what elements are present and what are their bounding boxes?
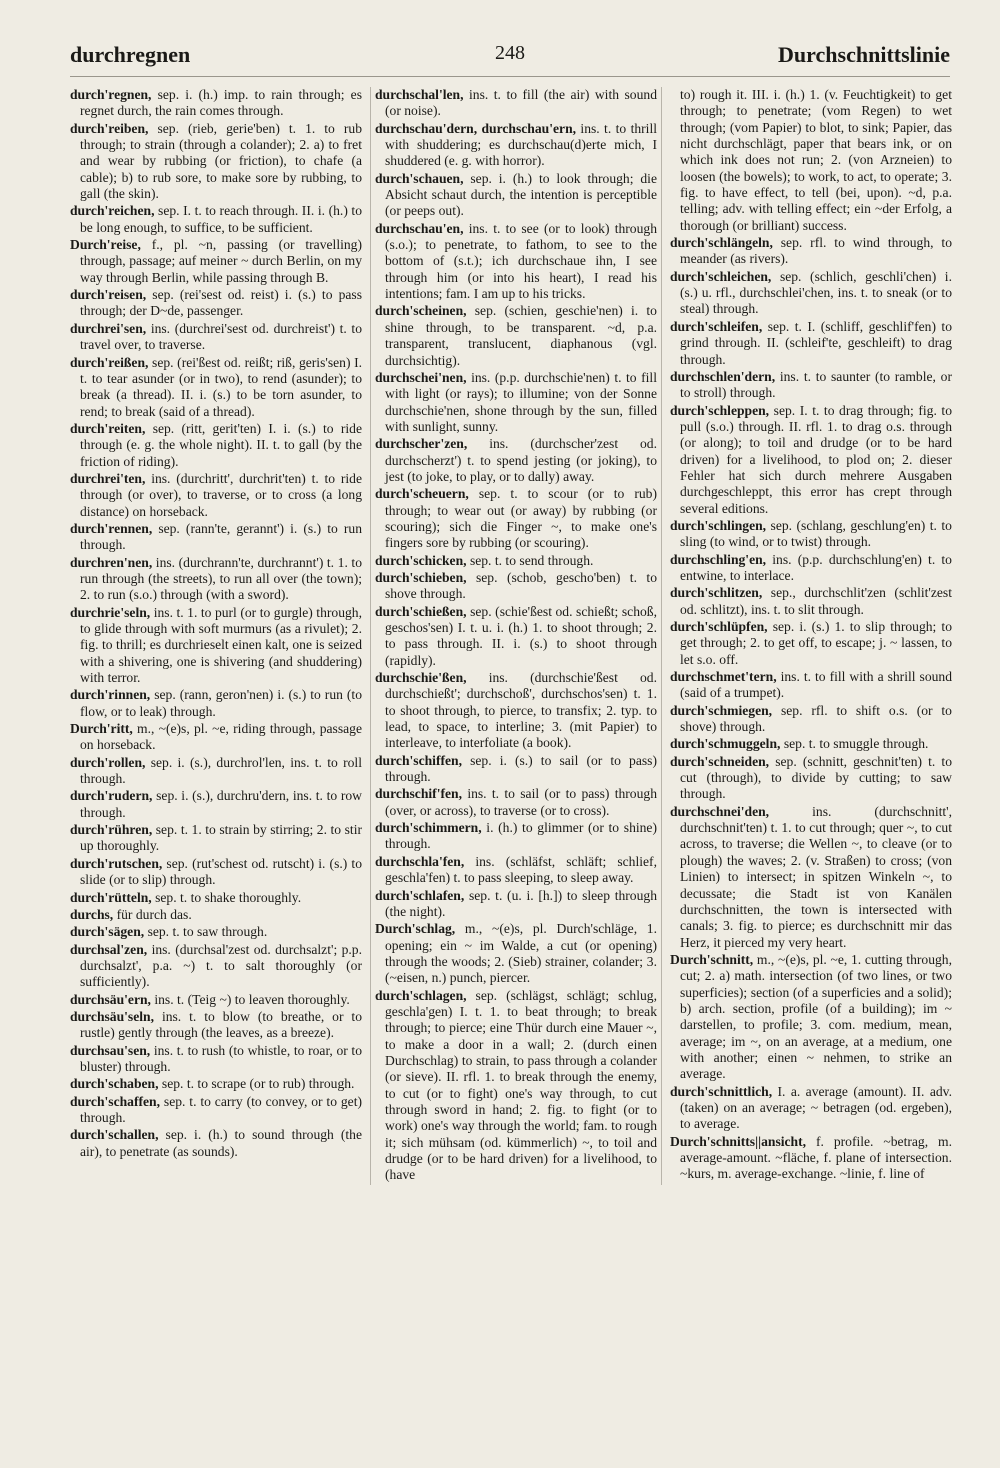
entry-definition: m., ~(e)s, pl. ~e, riding through, passage on horseback. — [80, 721, 362, 753]
dictionary-entry — [375, 121, 657, 170]
entry-definition: sep. i. (s.) 1. to slip through; to get through; 2. to get off, to escape; j. ~ lassen, to let s.o. off. — [680, 619, 952, 667]
dictionary-entry — [375, 921, 657, 986]
dictionary-entry — [375, 753, 657, 786]
entry-headword: durchrie'seln, — [70, 604, 151, 620]
dictionary-entry — [70, 721, 362, 754]
dictionary-entry — [70, 1127, 362, 1160]
entry-definition: to) rough it. III. i. (h.) 1. (v. Feuchtigkeit) to get through; to penetrate; (vom Regen) to wet through; (vom Papier) to blot, to sink; Papier, das nicht durchschlägt, paper that bears ink, or on which ink does not run; 2. (von Arzneien) to loosen (the bowels); to work, to act, to operate; 3. fig. to have effect, to tell (bei, upon). ~d, p.a. telling; adv. with telling effect; ein ~der Erfolg, a thorough (or brilliant) success. — [680, 87, 952, 233]
entry-definition: ins. (p.p. durchschie'nen) t. to fill with light (or rays); to illumine; von der Sonne durchschie'nen, shone through by the sun, filled with sunlight, sunny. — [385, 369, 657, 434]
entry-definition: ins. (durchscher'zest od. durchscherzt') t. to spend jesting (or joking), to jest (to joke, to play, or to dally) away. — [385, 436, 658, 484]
entry-headword: durchscher'zen, — [375, 436, 468, 452]
entry-headword: durch'schieben, — [375, 569, 467, 585]
entry-definition: ins. t. 1. to purl (or to gurgle) through, to glide through with soft murmurs (as a rivulet); 2. fig. to thrill; es durchrieselt einen kalt, one is seized with a shivering, one is shivering (and shuddering) with terror. — [80, 604, 362, 686]
dictionary-entry — [670, 585, 952, 618]
entry-headword: Durch'schnitt, — [670, 951, 754, 967]
dictionary-entry — [375, 221, 657, 303]
dictionary-entry — [375, 171, 657, 220]
entry-definition: ins. t. to fill (the air) with sound (or noise). — [385, 87, 657, 119]
entry-headword: durch'rudern, — [70, 788, 153, 804]
entry-definition: sep. t. (u. i. [h.]) to sleep through (the night). — [385, 887, 657, 919]
entry-definition: ins. (durchritt', durchrit'ten) t. to ride through (or over), to traverse, or to cross (a long distance) on horseback. — [80, 470, 362, 519]
entry-headword: durchsal'zen, — [70, 941, 148, 957]
dictionary-entry — [375, 303, 657, 368]
entry-definition: sep. t. to scrape (or to rub) through. — [161, 1076, 355, 1092]
entry-definition: f. profile. ~betrag, m. average-amount. ~fläche, f. plane of intersection. ~kurs, m. average-exchange. ~linie, f. line of — [680, 1133, 952, 1182]
dictionary-entry — [670, 703, 952, 736]
entry-headword: durch'schleppen, — [670, 402, 770, 418]
entry-definition: sep., durchschlit'zen (schlit'zest od. schlitzt), ins. t. to slit through. — [680, 585, 952, 617]
dictionary-entry — [375, 604, 657, 669]
entry-definition: sep. i. (s.), durchrol'len, ins. t. to roll through. — [80, 754, 362, 787]
page-number: 248 — [495, 42, 525, 64]
dictionary-entry — [70, 822, 362, 855]
column-right — [670, 87, 952, 1185]
entry-headword: durch'schlingen, — [670, 517, 767, 533]
dictionary-entry — [70, 321, 362, 354]
entry-headword: durch'schiffen, — [375, 752, 462, 768]
entry-headword: durchren'nen, — [70, 554, 153, 570]
entry-definition: ins. (durchschie'ßest od. durchschießt'; durchschoß', durchschos'sen) t. 1. to shoot through, to pierce, to transfix; 2. typ. to lead, to space, to interline; 3. (mit Papier) to interleave, to interfoliate (a book). — [385, 670, 657, 751]
dictionary-entry — [670, 235, 952, 268]
entry-headword: durch'schlagen, — [375, 987, 467, 1003]
entry-headword: durch'schmuggeln, — [670, 736, 781, 752]
dictionary-entry — [70, 924, 362, 940]
dictionary-entry — [375, 436, 657, 485]
dictionary-entry — [70, 1043, 362, 1076]
dictionary-entry — [670, 1134, 952, 1183]
entry-headword: durch'schaben, — [70, 1076, 159, 1092]
entry-definition: sep. (rann'te, gerannt') i. (s.) to run through. — [80, 520, 362, 553]
entry-definition: sep. i. (s.), durchru'dern, ins. t. to row through. — [80, 788, 362, 820]
entry-definition: sep. t. to send through. — [469, 552, 594, 568]
dictionary-entry — [670, 369, 952, 402]
dictionary-entry — [70, 287, 362, 320]
entry-definition: ins. (durchrann'te, durchrannt') t. 1. to run through (the streets), to run all over (the town); 2. to run (s.o.) through (with a sword). — [80, 554, 362, 603]
entry-headword: durch'reisen, — [70, 287, 147, 303]
entry-headword: durch'reichen, — [70, 203, 155, 219]
entry-headword: durch'schlängeln, — [670, 235, 773, 251]
entry-headword: durch'scheinen, — [375, 303, 467, 319]
entry-definition: sep. (schlang, geschlung'en) t. to sling (to wind, or to twist) through. — [680, 517, 952, 550]
entry-definition: sep. rfl. to shift o.s. (or to shove) through. — [680, 702, 952, 735]
entry-headword: durchsäu'ern, — [70, 991, 151, 1007]
entry-definition: ins. (p.p. durchschlung'en) t. to entwine, to interlace. — [680, 551, 952, 583]
entry-headword: durch'schmiegen, — [670, 702, 773, 718]
dictionary-entry — [670, 669, 952, 702]
dictionary-entry — [670, 87, 952, 234]
entry-headword: durchschling'en, — [670, 551, 767, 567]
dictionary-entry — [70, 87, 362, 120]
entry-headword: durchschif'fen, — [375, 786, 462, 802]
entry-headword: durch'schleifen, — [670, 318, 763, 334]
entry-headword: durchschnei'den, — [670, 803, 770, 819]
entry-definition: sep. (rieb, gerie'ben) t. 1. to rub through; to strain (through a colander); 2. a) to fret and wear by rubbing (or friction), to chafe (a cable); b) to rub sore, to make sore by rubbing, to gall (the skin). — [80, 120, 362, 202]
column-left — [70, 87, 362, 1185]
entry-headword: durch'schlafen, — [375, 887, 465, 903]
entry-headword: Durch'reise, — [70, 237, 141, 253]
entry-headword: durch'rennen, — [70, 520, 153, 536]
entry-definition: sep. (schob, gescho'ben) t. to shove through. — [385, 569, 657, 602]
entry-headword: durchschie'ßen, — [375, 670, 467, 686]
entry-definition: ins. t. to blow (to breathe, or to rustle) gently through (the leaves, as a breeze). — [80, 1008, 362, 1041]
entry-headword: durch'schnittlich, — [670, 1083, 773, 1099]
dictionary-entry — [375, 888, 657, 921]
entry-definition: m., ~(e)s, pl. Durch'schläge, 1. opening; ein ~ im Walde, a cut (or opening) through the woods; 2. (Sieb) strainer, colander; 3. (~eisen, n.) punch, piercer. — [385, 921, 658, 986]
running-head — [70, 40, 950, 77]
entry-definition: ins. t. to fill with a shrill sound (said of a trumpet). — [680, 669, 952, 701]
entry-definition: ins. t. to thrill with shuddering; es durchschau(d)erte mich, I shuddered (e. g. with horror). — [385, 120, 657, 169]
dictionary-entry — [670, 754, 952, 803]
dictionary-entry — [375, 486, 657, 551]
dictionary-entry — [70, 890, 362, 906]
entry-definition: ins. t. to see (or to look) through (s.o.); to penetrate, to fathom, to see to the bottom of (s.t.); ich durchschaue ihn, I see through him (or into his heart), I read his intentions; fam. I am up to his tricks. — [385, 220, 657, 302]
entry-definition: sep. (rei'ßest od. reißt; riß, geris'sen) I. t. to tear asunder (or in two), to rend (asunder); to break (a thread). II. i. (s.) to be torn asunder, to rend; to break (said of a thread). — [80, 354, 362, 419]
entry-headword: durch'reißen, — [70, 354, 149, 370]
dictionary-entry — [70, 121, 362, 203]
entry-headword: durchsäu'seln, — [70, 1008, 154, 1024]
entry-headword: durch'scheuern, — [375, 486, 469, 502]
dictionary-entry — [670, 952, 952, 1083]
entry-definition: ins. t. to sail (or to pass) through (over, or across), to traverse (or to cross). — [385, 786, 657, 818]
entry-definition: i. (h.) to glimmer (or to shine) through. — [385, 820, 657, 852]
entry-definition: sep. t. to carry (to convey, or to get) through. — [80, 1093, 362, 1125]
dictionary-entry — [70, 521, 362, 554]
entry-headword: Durch'schnitts||ansicht, — [670, 1133, 807, 1149]
entry-definition: sep. i. (h.) imp. to rain through; es regnet durch, the rain comes through. — [80, 87, 362, 119]
entry-definition: sep. (rut'schest od. rutscht) i. (s.) to slide (or to slip) through. — [80, 855, 362, 888]
entry-headword: durch'schicken, — [375, 552, 467, 568]
dictionary-entry — [375, 820, 657, 853]
entry-definition: ins. (durchrei'sest od. durchreist') t. to travel over, to traverse. — [80, 320, 362, 353]
dictionary-entry — [670, 319, 952, 368]
dictionary-entry — [70, 755, 362, 788]
dictionary-entry — [670, 736, 952, 752]
entry-headword: durch'rollen, — [70, 754, 146, 770]
text-columns — [70, 87, 950, 1185]
entry-headword: durchsau'sen, — [70, 1042, 151, 1058]
dictionary-entry — [670, 403, 952, 517]
dictionary-entry — [375, 553, 657, 569]
entry-headword: Durch'schlag, — [375, 921, 456, 937]
dictionary-entry — [670, 552, 952, 585]
dictionary-entry — [70, 605, 362, 687]
entry-definition: sep. t. to saw through. — [147, 924, 268, 940]
entry-headword: durch'rutschen, — [70, 855, 163, 871]
entry-definition: sep. (schnitt, geschnit'ten) t. to cut (through), to divide by cutting; to saw through. — [680, 753, 952, 802]
entry-headword: Durch'ritt, — [70, 721, 133, 737]
entry-definition: sep. i. (s.) to sail (or to pass) through. — [385, 752, 657, 785]
entry-headword: durchschau'en, — [375, 220, 464, 236]
entry-headword: durchschau'dern, durchschau'ern, — [375, 120, 577, 136]
entry-definition: sep. (schlägst, schlägt; schlug, geschla'gen) I. t. 1. to beat through; to break through; to pierce; eine Thür durch eine Mauer ~, to make a door in a wall; 2. (durch einen Durchschlag) to strain, to pass through a colander (or sieve). II. rfl. 1. to break through the enemy, to cut (or to fight) one's way through, to cut through sword in hand; 2. fig. to fight (or to work) one's way through the world; fam. to rough it; sich mühsam (od. kümmerlich) ~, to toil and drudge (or to be hard driven) for a livelihood, to (have — [385, 987, 657, 1183]
entry-definition: sep. (schie'ßest od. schießt; schoß, geschos'sen) I. t. u. i. (h.) 1. to shoot through; 2. to pass through. II. i. (s.) to shoot through (rapidly). — [385, 603, 657, 668]
entry-definition: sep. t. 1. to strain by stirring; 2. to stir up thoroughly. — [80, 822, 362, 854]
entry-headword: durch'schlüpfen, — [670, 619, 768, 634]
entry-definition: ins. (schläfst, schläft; schlief, geschla'fen) t. to pass sleeping, to sleep away. — [385, 853, 657, 886]
entry-definition: sep. (ritt, gerit'ten) I. i. (s.) to ride through (e. g. the whole night). II. t. to gall (by the friction of riding). — [80, 420, 362, 469]
entry-definition: sep. (schien, geschie'nen) i. to shine through, to be transparent. ~d, p.a. transparent, translucent, diaphanous (vgl. durchsichtig). — [385, 303, 657, 368]
entry-definition: ins. (durchschnitt', durchschnit'ten) t. 1. to cut through; quer ~, to cut across, to traverse; die Wellen ~, to cleave (or to plough) the waves; 2. (v. Straßen) to cross; (von Linien) to intersect; in spitzen Winkeln ~, to decussate; die Stadt ist von Kanälen durchschnitten, the town is intersected with canals; 3. fig. to pierce; es durchschnitt mir das Herz, it pierced my very heart. — [680, 803, 952, 950]
entry-definition: für durch das. — [116, 906, 192, 922]
entry-definition: ins. t. to saunter (to ramble, or to stroll) through. — [680, 368, 952, 401]
entry-definition: sep. t. to scour (or to rub) through; to wear out (or away) by rubbing (or scouring); sich die Finger ~, to make one's fingers sore by rubbing (or scouring). — [385, 486, 657, 551]
entry-headword: durch'rinnen, — [70, 687, 151, 703]
entry-definition: sep. (rei'sest od. reist) i. (s.) to pass through; der D~de, passenger. — [80, 287, 362, 319]
dictionary-entry — [70, 1009, 362, 1042]
entry-headword: durch'rühren, — [70, 822, 153, 838]
entry-definition: m., ~(e)s, pl. ~e, 1. cutting through, cut; 2. a) math. intersection (of two lines, or two superficies); section (of a superficies and a solid); b) arch. section, profile (of a building); im ~ darstellen, to profile; 3. com. medium, mean, average; im ~, on an average, at a medium, one with another; einen ~ nehmen, to strike an average. — [680, 951, 952, 1082]
dictionary-entry — [375, 988, 657, 1184]
entry-definition: ins. (durchsal'zest od. durchsalzt'; p.p. durchsalzt', p.a. ~) t. to salt thoroughly (or sufficiently). — [80, 941, 362, 990]
entry-definition: sep. I. t. to drag through; fig. to pull (s.o.) through. II. rfl. 1. to drag o.s. through (or along); to toil and drudge (or to be hard driven) for a livelihood, to plod on; 2. dieser Fehler hat sich durch mehrere Ausgaben durchgeschleppt, this error has crept through several editions. — [680, 402, 952, 516]
dictionary-entry — [70, 1094, 362, 1127]
dictionary-entry — [70, 992, 362, 1008]
dictionary-entry — [70, 237, 362, 286]
entry-definition: sep. t. to smuggle through. — [783, 736, 929, 752]
dictionary-entry — [70, 471, 362, 520]
dictionary-entry — [375, 370, 657, 435]
entry-headword: durch'sägen, — [70, 924, 145, 940]
dictionary-entry — [670, 804, 952, 951]
entry-definition: ins. t. to rush (to whistle, to roar, or to bluster) through. — [80, 1042, 362, 1074]
entry-headword: durch'schleichen, — [670, 268, 772, 284]
entry-definition: sep. (rann, geron'nen) i. (s.) to run (to flow, or to leak) through. — [80, 687, 362, 719]
dictionary-entry — [70, 942, 362, 991]
entry-headword: durch'schimmern, — [375, 820, 482, 836]
entry-headword: durch'reiten, — [70, 420, 146, 436]
dictionary-entry — [70, 687, 362, 720]
dictionary-entry — [70, 1076, 362, 1092]
dictionary-entry — [375, 854, 657, 887]
entry-headword: durch'schießen, — [375, 603, 467, 619]
entry-definition: f., pl. ~n, passing (or travelling) through, passage; auf meiner ~ durch Berlin, on my way through Berlin, while passing through B. — [80, 237, 362, 285]
header-right-catchword: Durchschnittslinie — [778, 42, 950, 67]
entry-definition: sep. t. to shake thoroughly. — [155, 889, 302, 905]
entry-definition: sep. I. t. to reach through. II. i. (h.) to be long enough, to suffice, to be sufficient. — [80, 203, 362, 235]
entry-definition: sep. (schlich, geschli'chen) i. (s.) u. rfl., durchschlei'chen, ins. t. to sneak (or to steal) through. — [680, 268, 952, 317]
entry-headword: durch'schauen, — [375, 170, 464, 186]
entry-definition: ins. t. (Teig ~) to leaven thoroughly. — [154, 991, 350, 1007]
dictionary-entry — [670, 619, 952, 668]
dictionary-entry — [375, 670, 657, 752]
entry-definition: sep. t. I. (schliff, geschlif'fen) to grind through. II. (schleif'te, geschleift) to drag through. — [680, 318, 952, 367]
entry-definition: I. a. average (amount). II. adv. (taken) on an average; ~ betragen (od. ergeben), to average. — [680, 1083, 952, 1132]
entry-headword: durchrei'ten, — [70, 470, 146, 486]
dictionary-entry — [70, 856, 362, 889]
entry-headword: durch'schaffen, — [70, 1093, 161, 1109]
dictionary-entry — [70, 907, 362, 923]
dictionary-entry — [70, 788, 362, 821]
entry-definition: sep. i. (h.) to look through; die Absicht schaut durch, the intention is perceptible (or peeps out). — [385, 170, 657, 219]
dictionary-entry — [670, 518, 952, 551]
entry-headword: durchschmet'tern, — [670, 669, 777, 685]
entry-headword: durchs, — [70, 906, 114, 922]
dictionary-entry — [70, 355, 362, 420]
entry-definition: sep. rfl. to wind through, to meander (as rivers). — [680, 235, 952, 267]
dictionary-entry — [375, 570, 657, 603]
dictionary-entry — [375, 786, 657, 819]
entry-headword: durch'regnen, — [70, 87, 152, 102]
dictionary-entry — [670, 1084, 952, 1133]
header-left-catchword: durchregnen — [70, 42, 191, 67]
dictionary-entry — [375, 87, 657, 120]
entry-headword: durch'schneiden, — [670, 753, 770, 769]
entry-definition: sep. i. (h.) to sound through (the air), to penetrate (as sounds). — [80, 1127, 362, 1159]
column-middle — [370, 87, 662, 1185]
entry-headword: durchschei'nen, — [375, 369, 467, 385]
entry-headword: durch'schallen, — [70, 1127, 159, 1143]
entry-headword: durchschlen'dern, — [670, 368, 776, 384]
entry-headword: durchrei'sen, — [70, 320, 147, 336]
dictionary-entry — [70, 555, 362, 604]
dictionary-entry — [70, 421, 362, 470]
entry-headword: durchschal'len, — [375, 87, 464, 102]
entry-headword: durch'reiben, — [70, 120, 149, 136]
entry-headword: durch'schlitzen, — [670, 585, 763, 601]
entry-headword: durchschla'fen, — [375, 853, 465, 869]
dictionary-entry — [670, 269, 952, 318]
dictionary-entry — [70, 203, 362, 236]
entry-headword: durch'rütteln, — [70, 889, 152, 905]
